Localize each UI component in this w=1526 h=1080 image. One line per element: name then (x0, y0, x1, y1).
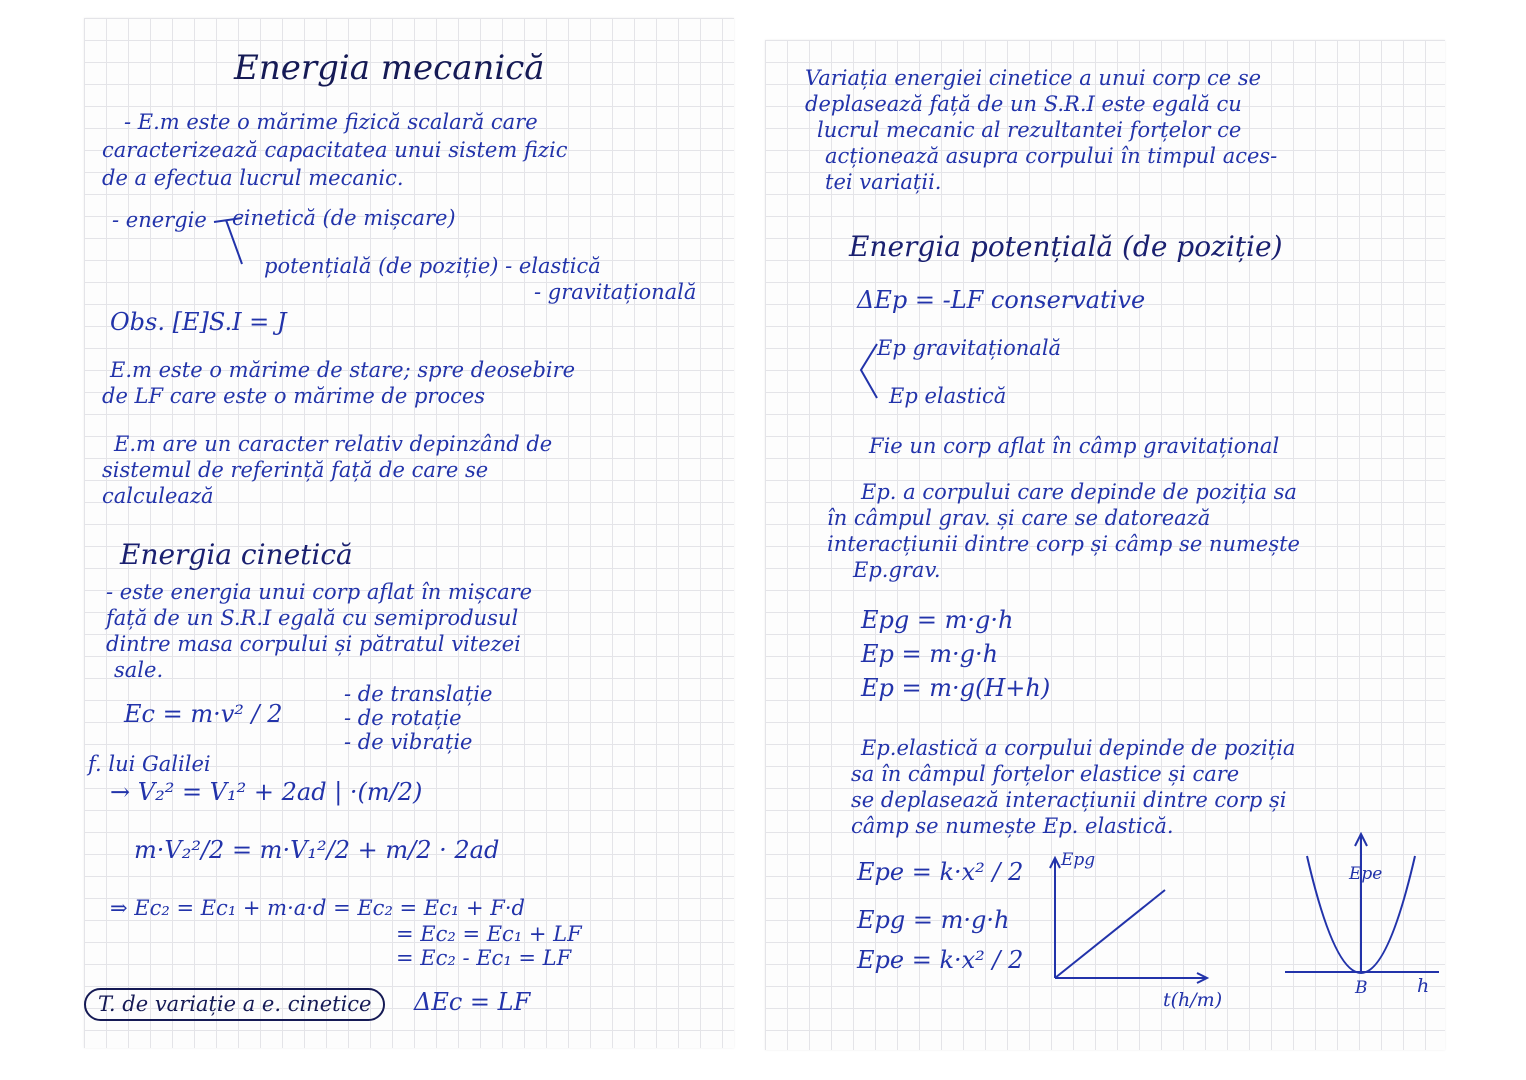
ep-elastic-line-4: câmp se numește Ep. elastică. (851, 814, 1174, 838)
kinetic-energy-formula: Ec = m·v² / 2 (124, 700, 283, 728)
epg-formula-1: Epg = m·g·h (861, 606, 1014, 634)
kinetic-def-line-2: față de un S.R.I egală cu semiprodusul (106, 606, 519, 630)
variation-line-5: tei variații. (825, 170, 942, 194)
right-notebook-page (765, 40, 1445, 1050)
energy-type-gravitational: - gravitațională (534, 280, 697, 304)
elastic-formula-3: Epe = k·x² / 2 (857, 946, 1024, 974)
left-notebook-page (84, 18, 734, 1048)
definition-line-2: caracterizează capacitatea unui sistem fizic (102, 138, 568, 162)
kinetic-def-line-4: sale. (114, 658, 164, 682)
field-intro: Fie un corp aflat în câmp gravitațional (869, 434, 1280, 458)
motion-type-vibration: - de vibrație (344, 730, 473, 754)
kinetic-derivation: m·V₂²/2 = m·V₁²/2 + m/2 · 2ad (134, 836, 500, 864)
elastic-formula-2: Epg = m·g·h (857, 906, 1010, 934)
epg-formula-3: Ep = m·g(H+h) (861, 674, 1051, 702)
kinetic-def-line-3: dintre masa corpului și pătratul vitezei (106, 632, 521, 656)
state-note-line-1: E.m este o mărime de stare; spre deosebire (110, 358, 576, 382)
energy-types-label: - energie (112, 208, 207, 232)
relative-note-line-2: sistemul de referință față de care se (102, 458, 489, 482)
state-note-line-2: de LF care este o mărime de proces (102, 384, 486, 408)
elastic-formula-1: Epe = k·x² / 2 (857, 858, 1024, 886)
galilei-label: f. lui Galilei (88, 752, 211, 776)
kinetic-def-line-1: - este energia unui corp aflat în mișcare (106, 580, 533, 604)
ep-type-gravitational: Ep gravitațională (877, 336, 1062, 360)
si-unit-observation: Obs. [E]S.I = J (110, 308, 287, 336)
ep-grav-line-1: Ep. a corpului care depinde de poziția sa (861, 480, 1297, 504)
theorem-box: T. de variație a e. cinetice (84, 988, 385, 1021)
galilei-equation: → V₂² = V₁² + 2ad | ·(m/2) (110, 778, 423, 806)
result-line-3: = Ec₂ - Ec₁ = LF (396, 946, 572, 970)
kinetic-energy-heading: Energia cinetică (120, 538, 353, 571)
relative-note-line-3: calculează (102, 484, 214, 508)
definition-line-3: de a efectua lucrul mecanic. (102, 166, 404, 190)
ep-elastic-line-3: se deplasează interacțiunii dintre corp și (851, 788, 1287, 812)
graph1-y-axis (1050, 858, 1060, 978)
graph2-xlabel: h (1417, 975, 1430, 997)
graph1-ylabel: Epg (1061, 850, 1096, 870)
epg-formula-2: Ep = m·g·h (861, 640, 999, 668)
theorem-formula: ΔEc = LF (414, 988, 531, 1016)
graph1-xlabel: t(h/m) (1163, 989, 1223, 1011)
potential-variation-formula: ΔEp = -LF conservative (857, 286, 1146, 314)
ep-grav-line-2: în câmpul grav. și care se datorează (827, 506, 1211, 530)
graph1-x-axis (1055, 973, 1207, 983)
energy-type-kinetic: cinetică (de mișcare) (232, 206, 456, 230)
ep-grav-line-3: interacțiunii dintre corp și câmp se numește (827, 532, 1300, 556)
variation-line-4: acționează asupra corpului în timpul aces- (825, 144, 1278, 168)
epe-parabola-graph (1281, 830, 1441, 990)
energy-type-potential: potențială (de poziție) - elastică (264, 254, 601, 278)
page-title-mechanical-energy: Energia mecanică (234, 48, 545, 88)
result-line-1: ⇒ Ec₂ = Ec₁ + m·a·d = Ec₂ = Ec₁ + F·d (110, 896, 525, 920)
result-line-2: = Ec₂ = Ec₁ + LF (396, 922, 582, 946)
relative-note-line-1: E.m are un caracter relativ depinzând de (114, 432, 553, 456)
graph1-line (1055, 890, 1165, 978)
ep-elastic-line-2: sa în câmpul forțelor elastice și care (851, 762, 1240, 786)
graph2-ylabel: Epe (1349, 864, 1383, 884)
potential-energy-heading: Energia potențială (de poziție) (849, 230, 1283, 263)
variation-line-1: Variația energiei cinetice a unui corp ce se (805, 66, 1262, 90)
ep-type-elastic: Ep elastică (889, 384, 1007, 408)
ep-elastic-line-1: Ep.elastică a corpului depinde de poziția (861, 736, 1296, 760)
variation-line-2: deplasează față de un S.R.I este egală cu (805, 92, 1242, 116)
graph2-min-label: B (1355, 978, 1368, 998)
motion-type-translation: - de translație (344, 682, 493, 706)
motion-type-rotation: - de rotație (344, 706, 462, 730)
variation-line-3: lucrul mecanic al rezultantei forțelor ce (817, 118, 1242, 142)
definition-line-1: - E.m este o mărime fizică scalară care (124, 110, 538, 134)
graph2-y-axis (1355, 834, 1367, 972)
ep-grav-line-4: Ep.grav. (853, 558, 941, 582)
